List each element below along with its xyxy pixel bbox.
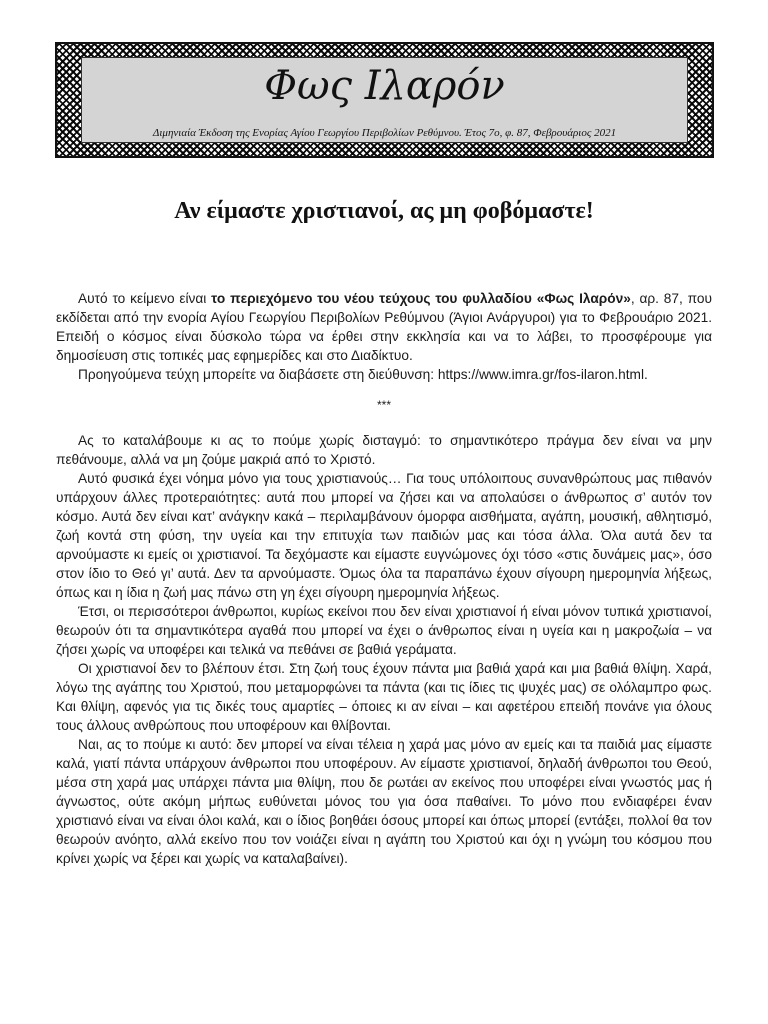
masthead-banner bbox=[55, 42, 714, 158]
masthead-panel bbox=[81, 57, 688, 143]
newsletter-title: Φως Ιλαρόν bbox=[264, 63, 505, 109]
intro-paragraph bbox=[56, 289, 712, 365]
body-paragraph: Έτσι, οι περισσότεροι άνθρωποι, κυρίως εκείνοι που δεν είναι χριστιανοί ή είναι μόνον τυπικά χριστιανοί, θεωρούν ότι τα σημαντικότερα αγαθά που μπορεί να έχει ο άνθρωπος είναι η υγεία και η μακροζωία – να ζήσει χωρίς να υποφέρει και τελικά να πεθάνει σε βαθιά γεράματα. bbox=[56, 604, 712, 657]
article-title: Αν είμαστε χριστιανοί, ας μη φοβόμαστε! bbox=[174, 198, 594, 224]
body-paragraph: Αυτό φυσικά έχει νόημα μόνο για τους χριστιανούς… Για τους υπόλοιπους συνανθρώπους μας πιθανόν υπάρχουν άλλες προτεραιότητες: αυτά που μπορεί να ζήσει και να απολαύσει ο άνθρωπος σ’ αυτόν τον κόσμο. Αυτά δεν είναι κατ’ ανάγκην κακά – περιλαμβάνουν όμορφα αισθήματα, αγάπη, μουσική, αθλητισμό, ζωή κοντά στη φύση, την υγεία και την επιτυχία των παιδιών μας και τόσα άλλα. Όλα αυτά δεν τα αρνούμαστε κι εμείς οι χριστιανοί. Τα δεχόμαστε και είμαστε ευγνώμονες όχι τόσο «στις δυνάμεις μας», όσο στον ίδιο το Θεό γι’ αυτά. Δεν τα αρνούμαστε. Όμως όλα τα παραπάνω έχουν σίγουρη ημερομηνία λήξεως, όπως και η ίδια η ζωή μας πάνω στη γη έχει σίγουρη ημερομηνία λήξεως. bbox=[56, 471, 712, 600]
article-body bbox=[56, 289, 712, 868]
intro-lead: Αυτό το κείμενο είναι bbox=[78, 291, 212, 306]
body-paragraph: Οι χριστιανοί δεν το βλέπουν έτσι. Στη ζωή τους έχουν πάντα μια βαθιά χαρά και μια βαθιά θλίψη. Χαρά, λόγω της αγάπης του Χριστού, που μεταμορφώνει τα πάντα (και τις ίδιες τις ψυχές μας) σε ολόλαμπρο φως. Και θλίψη, αφενός για τις δικές τους αμαρτίες – όποιες κι αν είναι – και αφετέρου επειδή πονάνε για όλους τους άλλους ανθρώπους που υποφέρουν και θλίβονται. bbox=[56, 661, 712, 733]
body-paragraph: Ας το καταλάβουμε κι ας το πούμε χωρίς δισταγμό: το σημαντικότερο πράγμα δεν είναι να μην πεθάνουμε, αλλά να μη ζούμε μακριά από το Χριστό. bbox=[56, 433, 712, 467]
previous-issues-paragraph: Προηγούμενα τεύχη μπορείτε να διαβάσετε στη διεύθυνση: https://www.imra.gr/fos-ilaron.html. bbox=[78, 367, 648, 382]
intro-rest: , αρ. 87, που εκδίδεται από την ενορία Αγίου Γεωργίου Περιβολίων Ρεθύμνου (Άγιοι Ανάργυροι) για το Φεβρουάριο 2021. Επειδή ο κόσμος είναι δύσκολο τώρα να έρθει στην εκκλησία και να το λάβει, το προσφέρουμε για δημοσίευση στις τοπικές μας εφημερίδες και στο Διαδίκτυο. bbox=[56, 291, 712, 363]
newsletter-subtitle: Διμηνιαία Έκδοση της Ενορίας Αγίου Γεωργίου Περιβολίων Ρεθύμνου. Έτος 7ο, φ. 87, Φεβρουάριος 2021 bbox=[152, 127, 617, 139]
body-paragraph: Ναι, ας το πούμε κι αυτό: δεν μπορεί να είναι τέλεια η χαρά μας μόνο αν εμείς και τα παιδιά μας είμαστε καλά, γιατί πάντα υπάρχουν άνθρωποι που υποφέρουν. Αν είμαστε χριστιανοί, δηλαδή άνθρωποι του Θεού, μέσα στη χαρά μας υπάρχει πάντα μια θλίψη, που δε ρωτάει αν εκείνος που υποφέρει είναι γνωστός μας ή άγνωστος, ούτε ακόμη μήπως ευθύνεται μόνος του για όσα παθαίνει. Το μόνο που ενδιαφέρει έναν χριστιανό είναι να είναι όλοι καλά, και ο ίδιος βοηθάει όσους μπορεί και όπως μπορεί (εντάξει, πολλοί θα τον θεωρούν ανόητο, αλλά εκείνο που τον νοιάζει είναι η αγάπη του Χριστού και όχι η γνώμη του κόσμου που κρίνει χωρίς να ξέρει και χωρίς να καταλαβαίνει). bbox=[56, 737, 712, 866]
section-separator: *** bbox=[376, 398, 391, 412]
intro-bold: το περιεχόμενο του νέου τεύχους του φυλλαδίου «Φως Ιλαρόν» bbox=[211, 291, 631, 306]
